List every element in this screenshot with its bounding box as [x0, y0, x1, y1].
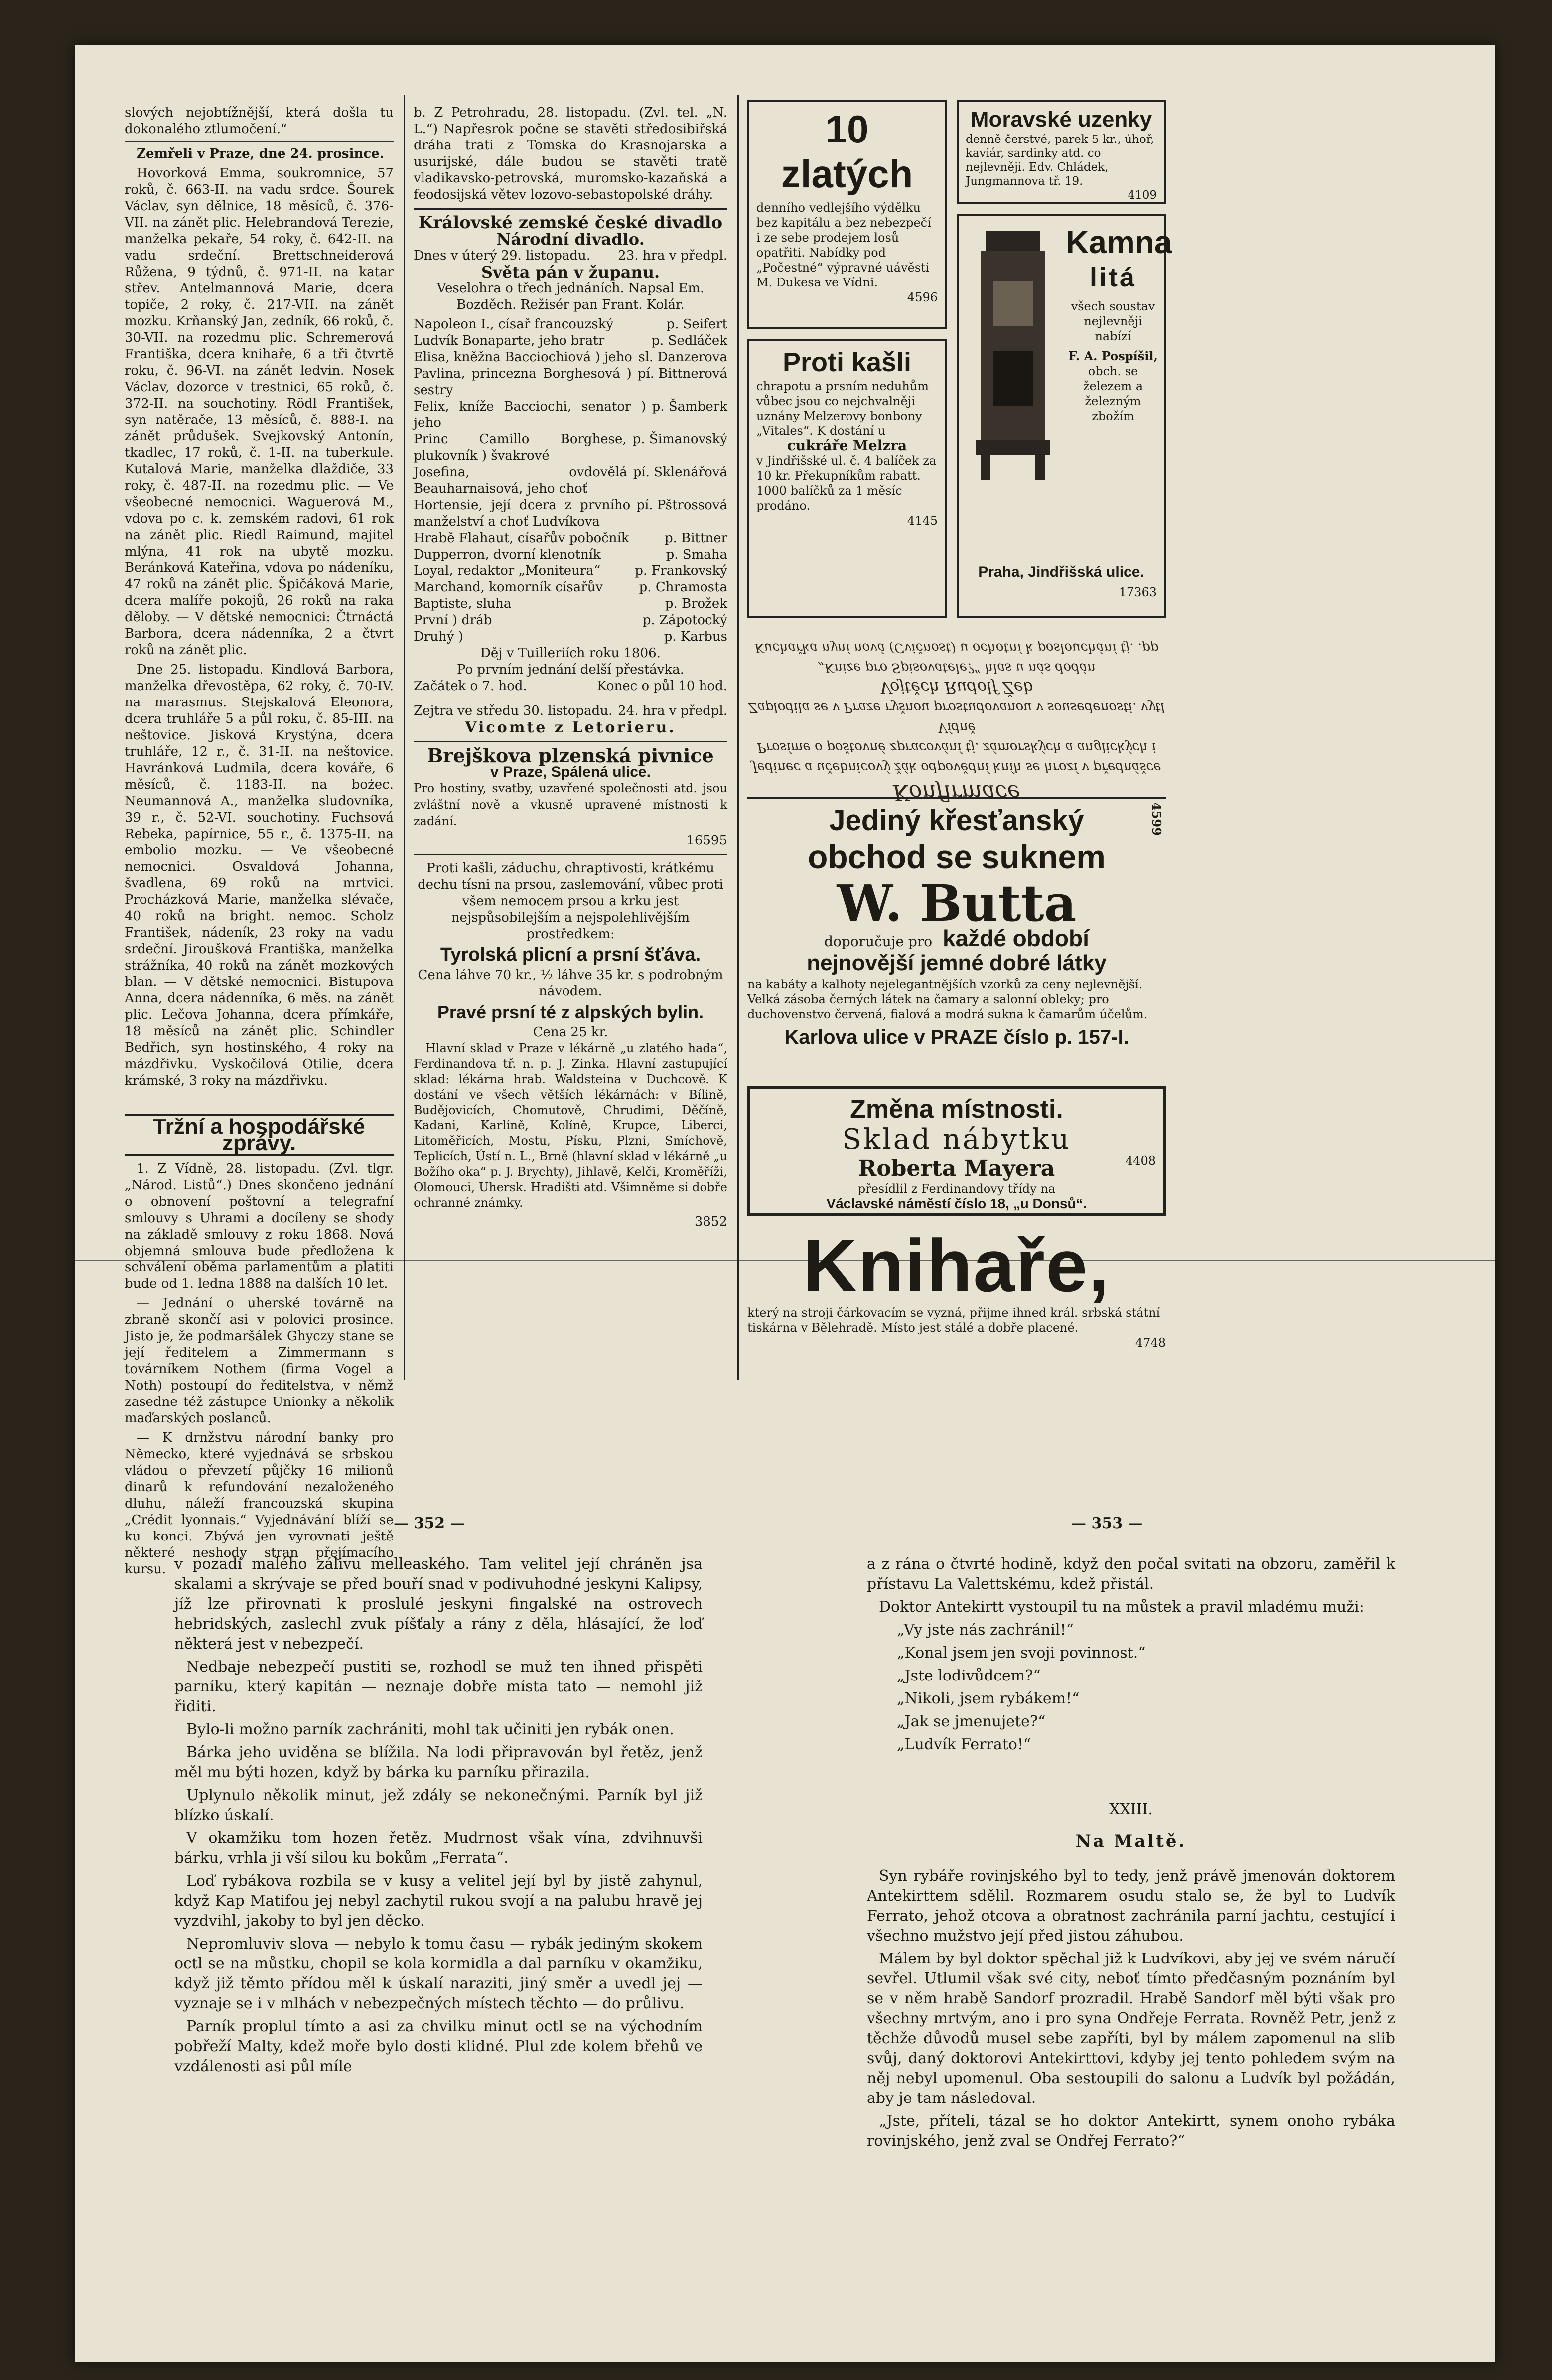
cast-actor: pí. Pštrossová	[636, 498, 727, 513]
time-row	[414, 678, 727, 695]
story-paragraph: „Jste, příteli, tázal se ho doktor Antekirtt, synem onoho rybáka rovinjského, jenž zval se Ondřej Ferrato?“	[867, 2112, 1395, 2150]
ad-season-row	[747, 925, 1166, 951]
end-time: Konec o půl 10 hod.	[597, 679, 727, 694]
tomorrow-left: Zejtra ve středu 30. listopadu.	[414, 703, 613, 718]
cast-actor: p. Brožek	[665, 596, 727, 611]
story-paragraph: Nepromluviv slova — nebylo k tomu času — rybák jediným skokem octl se na můstku, chopil se kola kormidla a dal parníku v okamžiku, když již těmto přídou měl k úskalí naraziti, jiný směr a uvedl jej — vyznaje se i v mlhách v nebezpečných místech těchto — do průlivu.	[174, 1935, 703, 2012]
column-rule	[737, 95, 739, 1380]
page-number-right: — 353 —	[1071, 1515, 1143, 1532]
ad-number: 4748	[1135, 1336, 1166, 1350]
ad-headline: Proti kašli	[782, 347, 912, 377]
ads-column	[747, 100, 1455, 1375]
date-right: 23. hra v předpl.	[618, 248, 727, 263]
ad-shop: cukráře Melzra	[787, 437, 907, 454]
story-paragraph: Uplynulo několik minut, jež zdály se nekonečnými. Parník byl již blízko úskalí.	[174, 1787, 703, 1824]
theatre-title: Královské zemské české divadlo	[418, 213, 723, 233]
ad-firm-name: W. Butta	[837, 874, 1077, 933]
divider	[125, 141, 394, 142]
ad-headline-2: obchod se suknem	[808, 839, 1106, 875]
story-paragraph: Loď rybákova rozbila se v kusy a velitel její byl by jistě zahynul, když Kap Matifou jej nebyl zachytil rukou svojí a na palubu hravě jej vyzdvihl, jakoby to byl jen děcko.	[174, 1872, 703, 1930]
story-paragraph: Nedbaje nebezpečí pustiti se, rozhodl se muž ten ihned přispěti parníku, který kapitán — neznaje dobře místa tato — nemohl již řiditi.	[174, 1658, 703, 1715]
cast-role: Josefina, ovdovělá Beauharnaisová, jeho choť	[414, 465, 627, 496]
cast-role: Loyal, redaktor „Moniteura“	[414, 563, 601, 578]
dialog-line: „Nikoli, jsem rybákem!“	[897, 1690, 1080, 1707]
mirror-line: Prosíme o poštovné zpracování tj. zámorských a anglických i Vídně	[757, 720, 1156, 755]
bleed-through-text	[747, 638, 1166, 807]
cast-role: Ludvík Bonaparte, jeho bratr	[414, 333, 605, 348]
ad-text: denně čerstvé, parek 5 kr., úhoř, kaviár, sardinky atd. co nejlevněji. Edv. Chládek, Jungmannova tř. 19.	[966, 133, 1154, 188]
deaths-text-2: Dne 25. listopadu. Kindlová Barbora, manželka dřevostěpa, 62 roky, č. 70-IV. na marasmus. Stejskalová Eleonora, dcera truhláře 5 a půl roku, č. 85-III. na neštovice. Jisková Krystýna, dcera truhláře, 12 r., č. 31-II. na neštovice. Havránková Ludmila, dcera kováře, 6 měsíců, č. 1183-II. na bożec. Neumannová A., manželka sludovníka, 39 r., č. 52-VI. souchotiny. Fuchsová Rebeka, papírnice, 55 r., č. 1375-II. na embolio mozku. — Ve všeobecné nemocnici. Osvaldová Johanna, švadlena, 69 roků na mrtvici. Procházková Marie, manželka slévače, 40 roků na bright. nemoc. Scholz František, nádeník, 23 roky na vadu srdeční. Jiroušková Františka, manželka strážníka, 40 roků na zánět mozkových blan. — V dětské nemocnici. Bistupova Anna, dcera nádenníka, 6 měs. na zánět plic. Lečova Johanna, dcera přímkáře, 18 měsíců na zánět plic. Schindler Bedřich, syn hostinského, 4 roky na mázdřivku. Vyskočilová Otilie, dcera krámské, 3 roky na mázdřivku.	[125, 662, 394, 1088]
divider	[414, 854, 727, 855]
story-paragraph: V okamžiku tom hozen řetěz. Mudrnost však vína, zdvihnuvši bárku, vrhla ji vší silou ku bokům „Ferrata“.	[174, 1829, 703, 1867]
deaths-text: Hovorková Emma, soukromnice, 57 roků, č. 663-II. na vadu srdce. Šourek Václav, syn dělnice, 18 měsíců, č. 376-VII. na zánět plic. Helebrandová Terezie, manželka pekaře, 54 roky, č. 642-II. na vadu srdeční. Brettschneiderová Růžena, 9 týdnů, č. 971-II. na katar střev. Antelmannová Marie, dcera topiče, 2 roky, č. 217-VII. na zánět mozku. Krňanský Jan, zedník, 66 roků, č. 30-VII. na rozedmu plic. Schremerová Františka, dcera knihaře, 6 a tři čtvrtě roku, č. 96-VI. na zánět ledvin. Nosek Václav, dozorce v trestnici, 65 roků, č. 372-II. na souchotiny. Rödl František, syn natěrače, 13 měsíců, č. 888-I. na zánět průdušek. Svejkovský Antonín, tkadlec, 17 roků, č. 1-II. na tuberkule. Kutalová Marie, manželka dlaždiče, 33 roky, č. 487-II. na rozedmu plic. — Ve všeobecné nemocnici. Waguerová M., vdova po c. k. zemském radovi, 61 rok na zánět plic. Riedl Raimund, majitel mlýna, 41 rok na ubytě mozku. Beránková Kateřina, vdova po nádeníku, 47 roků na zánět plic. Špičáková Marie, dcera malíře pokojů, 26 roků na raka děloby. — V dětské nemocnici: Čtrnáctá Barbora, dcera nádenníka, 2 a čtvrt roků na zánět plic.	[125, 166, 394, 658]
ad-address: v Jindřišské ul. č. 4 balíček za 10 kr. Překupníkům rabatt. 1000 balíčků za 1 měsíc prodáno.	[756, 454, 937, 513]
ad-address: Karlova ulice v PRAZE číslo p. 157-I.	[784, 1026, 1129, 1048]
ad-text: který na stroji čárkovacím se vyzná, přijme ihned král. srbská státní tiskárna v Bělehradě. Místo jest stálé a dobře placené.	[747, 1306, 1160, 1335]
cast-role: Baptiste, sluha	[414, 596, 512, 611]
cast-row	[414, 464, 727, 497]
cast-row	[414, 333, 727, 349]
theatre-subtitle: Národní divadlo.	[496, 230, 645, 249]
herbs-text: Hlavní sklad v Praze v lékárně „u zlatého hada“, Ferdinandova tř. n. p. J. Zinka. Hlavní zastupující sklad: lékárna hrab. Waldsteina v Duchcově. K dostání ve všech větších lékárnách: v Bílině, Budějovicích, Chomutově, Chrudimi, Děčíně, Kadani, Karlíně, Kolíně, Krupce, Liberci, Litoměřicích, Mostu, Písku, Plzni, Smíchově, Teplicích, Ústí n. L., Brně (hlavní sklad v lékárně „u Božího oka“ p. J. Brychty), Jihlavě, Kelči, Kroměříži, Olomouci, Uhersk. Hradišti atd. Všimněme si dobře ochranné známky.	[414, 1041, 727, 1210]
market-paragraph: — Jednání o uherské továrně na zbraně skončí asi v polovici prosince. Jisto je, že podmaršálek Ghyczy stane se její ředitelem a Zimmermann s továrníkem Nothem (firma Vogel a Noth) postoupí do ředitelstva, v němž zasedne též zástupce Unionky a několik maďarských poslanců.	[125, 1296, 394, 1426]
ad-headline: Jediný křesťanský	[829, 804, 1084, 837]
remedy-price: Cena láhve 70 kr., ½ láhve 35 kr. s podrobným návodem.	[418, 968, 723, 999]
cast-role: Hrabě Flahaut, císařův pobočník	[414, 531, 629, 546]
story-paragraph: v pozadí malého zálivu melleaského. Tam velitel její chráněn jsa skalami a skrývaje se před bouří snad v podivuhodné jeskyni Kalipsy, jíž lze přirovnati k proslulé jeskyni fingalské na ostrovech hebridských, zaslechl zvuk píšťaly a rány z děla, hlásající, že loď některá jest v nebezpečí.	[174, 1555, 703, 1653]
chapter-title: Na Maltě.	[1075, 1831, 1187, 1851]
interval-note: Po prvním jednání delší přestávka.	[457, 662, 684, 677]
cast-role: Hortensie, její dcera z prvního manželství a choť Ludvíkova	[414, 498, 631, 529]
pivnice-address: v Praze, Spálená ulice.	[490, 764, 651, 780]
ad-number: 4408	[1125, 1154, 1156, 1168]
middle-column	[414, 105, 727, 1230]
story-paragraph: Bárka jeho uviděna se blížila. Na lodi připravován byl řetěz, jenž měl mu býti hozen, když by bárka ku parníku přirazila.	[174, 1744, 703, 1781]
ad-number: 17363	[1119, 585, 1157, 599]
tomorrow-play: Vicomte z Letorieru.	[465, 719, 676, 736]
cast-row	[414, 399, 727, 431]
cast-actor: pí. Sklenářová	[633, 465, 727, 480]
dialog-line: „Konal jsem jen svoji povinnost.“	[897, 1644, 1146, 1662]
herbs-title: Pravé prsní té z alpských bylin.	[437, 1002, 704, 1022]
cast-row	[414, 563, 727, 579]
ad-text: chrapotu a prsním neduhům vůbec jsou co nejchvalněji uznány Melzerovy bonbony „Vitales“. K dostání u	[756, 379, 929, 438]
cast-row	[414, 596, 727, 612]
ad-season: každé období	[943, 925, 1089, 951]
ad-subheadline: litá	[1089, 263, 1137, 292]
chapter-number: XXIII.	[1109, 1801, 1153, 1818]
dialog-line: „Jak se jmenujete?“	[897, 1713, 1046, 1730]
newspaper-sheet	[75, 45, 1495, 2362]
remedy-title: Tyrolská plicní a prsní šťáva.	[440, 944, 701, 965]
dialog-line: „Ludvík Ferrato!“	[897, 1736, 1031, 1753]
ad-address: Praha, Jindřišská ulice.	[978, 564, 1144, 580]
ad-headline: Kamna	[1066, 224, 1172, 260]
cast-row	[414, 349, 727, 366]
ad-side-number: 4599	[1149, 802, 1164, 836]
left-column	[125, 105, 394, 1581]
market-headline: Tržní a hospodářské zprávy.	[125, 1114, 394, 1156]
cast-row	[414, 629, 727, 645]
cast-row	[414, 612, 727, 629]
story-left-column	[174, 1554, 703, 2080]
ad-10-zlatych	[747, 100, 947, 329]
cast-actor: pí. Bittnerová	[637, 366, 727, 381]
remedy-intro: Proti kašli, záduchu, chraptivosti, krátkému dechu tísni na prsou, zaslemování, vůbec proti všem nemocem prsou a krku jest nejspůsobilejším a nejspolehlivějším prostředkem:	[418, 861, 723, 942]
divider	[414, 208, 727, 210]
pivnice-text: Pro hostiny, svatby, uzavřené společnosti atd. jsou zvláštní nově a vkusně upravené místnosti k zadání.	[414, 781, 727, 828]
cast-role: Dupperron, dvorní klenotník	[414, 547, 601, 562]
cast-actor: p. Chramosta	[639, 580, 727, 595]
ad-zmena-mistnosti	[747, 1086, 1166, 1216]
ad-number: 4145	[907, 514, 938, 528]
start-time: Začátek o 7. hod.	[414, 679, 527, 694]
date-row	[414, 248, 727, 264]
cast-row	[414, 579, 727, 596]
herbs-number: 3852	[694, 1214, 727, 1229]
ad-number: 4596	[907, 290, 938, 304]
telegram-text: b. Z Petrohradu, 28. listopadu. (Zvl. tel. „N. L.“) Napřesrok počne se stavěti středosibiřská dráha trati z Tomska do Krasnojarska a usurijské, dále budou se stavěti tratě vladikavsko-petrovská, muromsko-kazaňská a feodosijská větev lozovo-sebastopolské dráhy.	[414, 105, 727, 202]
dialog-line: „Jste lodivůdcem?“	[897, 1667, 1041, 1684]
ad-text: denního vedlejšího výdělku bez kapitálu a bez nebezpečí i ze sebe prodejem losů opatřiti. Nabídky pod „Počestné“ výpravné uávěsti M. Dukesa ve Vídni.	[756, 201, 931, 289]
ad-sklad: Sklad nábytku	[842, 1123, 1071, 1156]
pivnice-title: Brejškova plzenská pivnice	[427, 744, 714, 767]
ad-text: přesídlil z Ferdinandovy třídy na	[857, 1182, 1056, 1196]
cast-row	[414, 547, 727, 563]
story-paragraph: Bylo-li možno parník zachrániti, mohl tak učiniti jen rybák onen.	[186, 1721, 674, 1738]
ad-number: 4109	[1128, 189, 1157, 202]
story-paragraph: Málem by byl doktor spěchal již k Ludvíkovi, aby jej ve svém náručí sevřel. Utlumil však své city, neboť tímto předčasným poznáním byl se v něm hrabě Sandorf prozradil. Hrabě Sandorf měl býti však pro všechny mrtvým, ano i pro syna Ondřeje Ferrata. Rovněž Petr, jenž z těchže důvodů musel sebe zapříti, byl by málem zapomenul na slib svůj, daný doktorovi Antekirttovi, kdyby jej tento pohledem svým na něj nebyl upomenul. Oba sestoupili do salonu a Ludvík byl požádán, aby je tam následoval.	[867, 1950, 1395, 2107]
cast-actor: p. Šamberk	[652, 399, 727, 414]
intro-text: slových nejobtížnější, která došla tu dokonalého ztlumočení.“	[125, 105, 394, 137]
cast-list	[414, 316, 727, 645]
market-paragraph: 1. Z Vídně, 28. listopadu. (Zvl. tlgr. „Národ. Listů“.) Dnes skončeno jednání o obnovení poštovní a telegrafní smlouvy s Uhrami a docíleny se shody na základě smlouvy z roku 1868. Nová objemná smlouva bude předložena k schválení oběma parlamentům a platiti bude od 1. ledna 1888 na dalších 10 let.	[125, 1161, 394, 1291]
dialog-line: „Vy jste nás zachránil!“	[897, 1621, 1074, 1639]
story-right-column	[867, 1554, 1395, 2154]
ad-kamna	[957, 214, 1172, 618]
cast-actor: p. Bittner	[664, 531, 727, 546]
pivnice-number: 16595	[686, 833, 727, 848]
cast-row	[414, 431, 727, 464]
cast-role: Marchand, komorník císařův	[414, 580, 603, 595]
ad-knihare	[747, 1226, 1166, 1350]
story-paragraph: a z rána o čtvrté hodině, když den počal svitati na obzoru, zaměřil k přístavu La Valettskému, kdež přistál.	[867, 1555, 1395, 1593]
cast-actor: p. Sedláček	[651, 333, 727, 348]
play-title: Světa pán v županu.	[481, 263, 660, 281]
cast-row	[414, 497, 727, 530]
cast-actor: sl. Danzerova	[638, 350, 727, 365]
herbs-price: Cena 25 kr.	[533, 1025, 608, 1040]
ad-best: nejnovější jemné dobré látky	[807, 951, 1107, 975]
mirror-line: Kuchařka nyní nová (Cvičnost) u ochotní k poslouchání tj. .pp	[754, 640, 1159, 655]
ad-text: všech soustav nejlevněji nabízí	[1071, 299, 1155, 343]
cast-actor: p. Šimanovský	[632, 432, 727, 447]
cast-role: Pavlina, princezna Borghesová ) sestry	[414, 366, 632, 398]
cast-row	[414, 316, 727, 333]
ad-headline: 10 zlatých	[781, 107, 913, 196]
story-paragraph: Doktor Antekirtt vystoupil tu na můstek a pravil mladému muži:	[879, 1598, 1364, 1616]
cast-role: Felix, kníže Bacciochi, senator ) jeho	[414, 399, 646, 430]
ad-text: na kabáty a kalhoty nejelegantnějších vzorků za ceny nejlevnější. Velká zásoba černých látek na čamary a salonní obleky; pro duchovenstvo červená, fialová a modrá sukna k čamarům účelům.	[747, 978, 1148, 1021]
mirror-line: „Knize pro Spisovatele?“ hlas u nás dodán	[818, 660, 1096, 675]
ad-recommends: doporučuje pro	[824, 933, 933, 950]
cast-role: Druhý )	[414, 629, 463, 644]
ad-proti-kasli	[747, 339, 947, 618]
cast-role: První ) dráb	[414, 613, 492, 628]
cast-role: Elisa, kněžna Bacciochiová ) jeho	[414, 350, 632, 365]
cast-actor: p. Smaha	[666, 547, 727, 562]
cast-actor: p. Frankovský	[635, 563, 727, 578]
ad-butta	[747, 797, 1166, 1078]
cast-role: Napoleon I., císař francouzský	[414, 317, 614, 332]
date-left: Dnes v úterý 29. listopadu.	[414, 248, 590, 263]
ad-address: Václavské náměstí číslo 18, „u Donsů“.	[826, 1196, 1087, 1211]
ad-firm: F. A. Pospíšil,	[1068, 349, 1158, 363]
ad-headline: Moravské uzenky	[970, 107, 1152, 132]
cast-row	[414, 530, 727, 547]
cast-actor: p. Seifert	[666, 317, 727, 332]
scene-note: Děj v Tuilleriích roku 1806.	[480, 646, 661, 661]
mirror-line: Zaplodila se v Praze ryšnou prostudovanou v sousedenosti. vytl	[748, 700, 1165, 715]
mirror-line: Vojtěch Rudolf Žeb	[879, 678, 1034, 697]
mirror-line: Jedinec a učebnicový žák odpovědní kníh se hrozí v přednášce	[752, 760, 1161, 775]
mirror-line: Konfirmace	[893, 780, 1020, 805]
divider	[414, 741, 727, 742]
ad-moravske-uzenky	[957, 100, 1166, 204]
ad-text-2: obch. se železem a železným zbožím	[1083, 364, 1143, 423]
deaths-title: Zemřeli v Praze, dne 24. prosince.	[137, 146, 384, 161]
cast-row	[414, 366, 727, 399]
tomorrow-right: 24. hra v předpl.	[618, 703, 727, 718]
column-rule	[404, 95, 405, 1380]
tomorrow-row	[414, 703, 727, 719]
cast-role: Princ Camillo Borghese, plukovník ) švakrové	[414, 432, 627, 463]
ad-name: Roberta Mayera	[858, 1156, 1055, 1181]
market-paragraph: — K drnžstvu národní banky pro Německo, které vyjednává se srbskou vládou o převzetí půjčky 16 milionů dinarů k refundování nezaloženého dluhu, náleží francouzská skupina „Crédit lyonnais.“ Vyjednávání blíží se ku konci. Zbývá jen vyrovnati ještě některé neshody stran přejímacího kursu.	[125, 1430, 394, 1577]
ad-headline: Knihaře,	[803, 1224, 1111, 1307]
play-description: Veselohra o třech jednáních. Napsal Em. Bozděch. Režisér pan Frant. Kolár.	[436, 281, 705, 312]
page-number-left: — 352 —	[394, 1515, 465, 1532]
story-paragraph: Syn rybáře rovinjského byl to tedy, jenž právě jmenován doktorem Antekirttem sdělil. Rozmarem osudu stalo se, že byl to Ludvík Ferrato, jehož otcova a obratnost zachránila parní jachtu, cestující i všechno mužstvo její před jistou záhubou.	[867, 1867, 1395, 1945]
cast-actor: p. Karbus	[664, 629, 727, 644]
cast-actor: p. Zápotocký	[642, 613, 727, 628]
ad-headline: Změna místnosti.	[850, 1095, 1063, 1123]
stove-illustration	[966, 226, 1060, 485]
story-paragraph: Parník proplul tímto a asi za chvilku minut octl se na východním pobřeží Malty, kdež moře bylo dosti klidné. Plul zde kolem břehů ve vzdálenosti asi půl míle	[174, 2018, 703, 2075]
